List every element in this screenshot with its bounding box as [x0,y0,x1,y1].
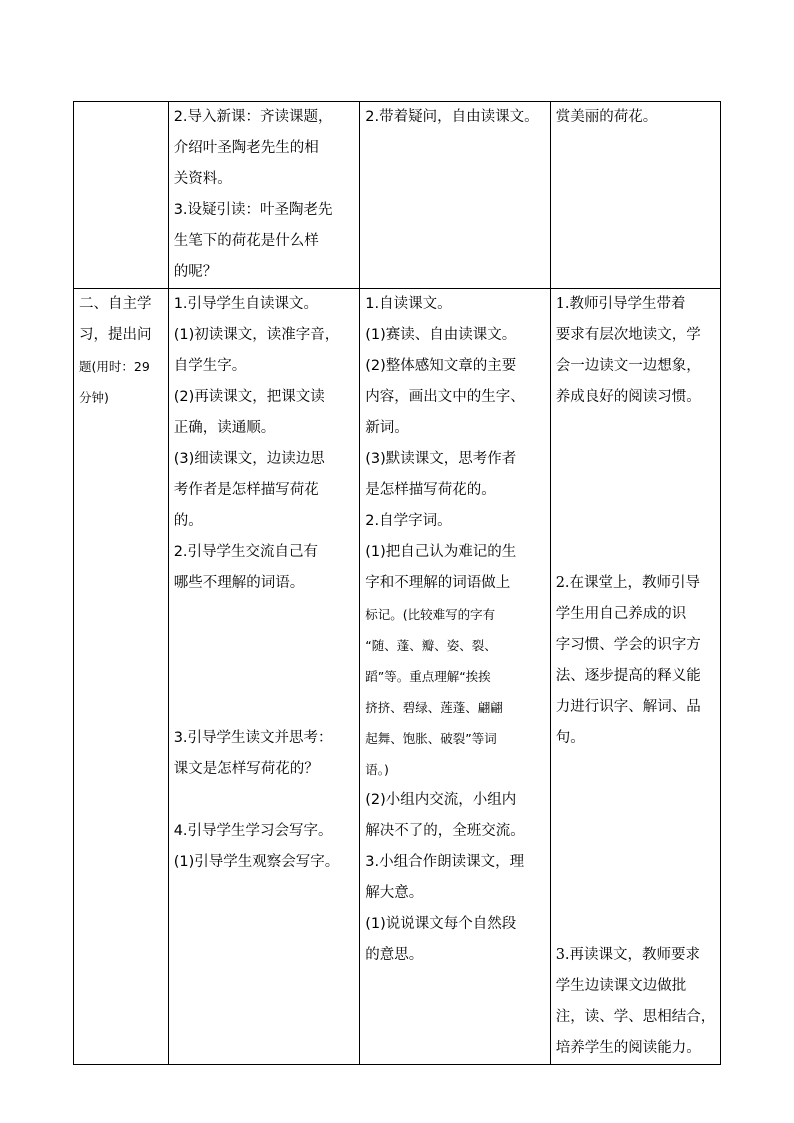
teacher-activity-cell [168,289,360,1065]
text-line: (1)引导学生观察会写字。 [173,854,340,870]
stage-title-line: 二、自主学 [79,296,152,312]
text-line: 学生用自己养成的识 [555,606,687,622]
text-line: 注，读、学、思相结合， [555,1009,716,1025]
text-line: 课文是怎样写荷花的？ [173,761,319,777]
text-line: 3.设疑引读：叶圣陶老先 [173,202,333,218]
text-line: 的呢？ [173,264,218,280]
note-line: 挤挤、碧绿、莲蓬、翩翩 [365,700,503,715]
spacer [556,754,716,940]
table-row [74,289,721,1065]
text-line: 1.引导学生自读课文。 [173,296,319,312]
lesson-plan-table [73,101,721,1065]
text-line: 的。 [173,513,203,529]
text-line: 养成良好的阅读习惯。 [555,389,701,405]
text-line: (3)默读课文，思考作者 [365,451,517,467]
text-line: 内容，画出文中的生字、 [365,389,525,405]
note-line: 蹈”等。重点理解“挨挨 [365,669,491,684]
spacer [174,785,356,816]
text-line: 字和不理解的词语做上 [365,575,511,591]
text-line: 3.引导学生读文并思考： [173,730,333,746]
stage-title-line: 习，提出问 [79,327,152,343]
stage-time-line: 题(用时：29 [79,359,150,374]
text-line: 2.导入新课：齐读课题， [173,109,333,125]
stage-cell-empty [74,102,169,289]
spacer [174,599,356,723]
text-line: 的意思。 [365,947,424,963]
text-line: 3.小组合作朗读课文，理 [365,854,525,870]
note-line: 语。) [365,762,389,777]
text-line: 自学生字。 [173,358,247,374]
text-line: (1)说说课文每个自然段 [365,916,517,932]
text-line: 正确，读通顺。 [173,420,276,436]
text-line: 1.自读课文。 [365,296,452,312]
text-line: 培养学生的阅读能力。 [555,1040,701,1056]
text-line: (3)细读课文，边读边思 [173,451,325,467]
text-line: 介绍叶圣陶老先生的相 [173,140,319,156]
text-line: (2)整体感知文章的主要 [365,358,517,374]
text-line: 1.教师引导学生带着 [555,296,686,312]
text-line: (1)初读课文，读准字音， [173,327,340,343]
text-line: 2.在课堂上，教师引导 [555,575,701,591]
text-line: 解决不了的，全班交流。 [365,823,525,839]
text-line: 新词。 [365,420,409,436]
text-line: (1)赛读、自由读课文。 [365,327,517,343]
text-line: (2)小组内交流，小组内 [365,792,517,808]
text-line: 4.引导学生学习会写字。 [173,823,333,839]
text-line: 赏美丽的荷花。 [555,109,658,125]
design-intent-cell [550,289,720,1065]
note-line: 标记。(比较难写的字有 [365,607,496,622]
text-line: 字习惯、学会的识字方 [555,637,701,653]
note-line: 起舞、饱胀、破裂”等词 [365,731,497,746]
text-line: 会一边读文一边想象， [555,358,701,374]
spacer [556,413,716,568]
teacher-activity-cell [168,102,360,289]
text-line: (1)把自己认为难记的生 [365,544,517,560]
text-line: 解大意。 [365,885,424,901]
text-line: 考作者是怎样描写荷花 [173,482,319,498]
text-line: 2.带着疑问，自由读课文。 [365,109,539,125]
text-line: 2.自学字词。 [365,513,452,529]
note-line: “随、蓬、瓣、姿、裂、 [365,638,497,653]
student-activity-cell [360,289,550,1065]
table-row [74,102,721,289]
text-line: (2)再读课文，把课文读 [173,389,325,405]
text-line: 法、逐步提高的释义能 [555,668,701,684]
text-line: 3.再读课文，教师要求 [555,947,701,963]
text-line: 学生边读课文边做批 [555,978,687,994]
text-line: 生笔下的荷花是什么样 [173,233,319,249]
text-line: 2.引导学生交流自己有 [173,544,319,560]
text-line: 哪些不理解的词语。 [173,575,305,591]
text-line: 关资料。 [173,171,232,187]
text-line: 要求有层次地读文，学 [555,327,701,343]
stage-time-line: 分钟) [79,390,109,405]
design-intent-cell [550,102,720,289]
text-line: 句。 [555,730,585,746]
text-line: 是怎样描写荷花的。 [365,482,496,498]
student-activity-cell [360,102,550,289]
stage-cell [74,289,169,1065]
text-line: 力进行识字、解词、品 [555,699,701,715]
